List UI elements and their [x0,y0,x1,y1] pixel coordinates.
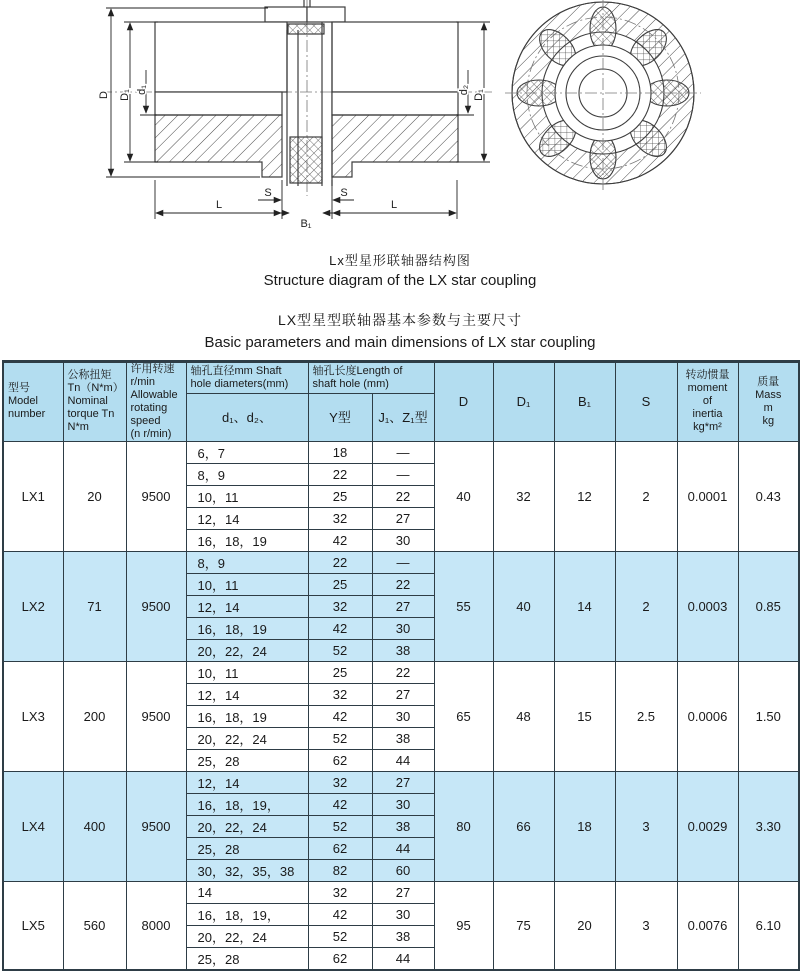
header-model: 型号 Model number [3,362,63,442]
header-shaft-length: 轴孔长度Length of shaft hole (mm) [308,362,434,394]
diameters-cell: 12，14 [186,595,308,617]
header-speed: 许用转速 r/min Allowable rotating speed (n r/min) [126,362,186,442]
header-shaft-diameters: 轴孔直径mm Shaft hole diameters(mm) [186,362,308,394]
model-cell: LX2 [3,551,63,661]
y-length-cell: 82 [308,859,372,881]
inertia-cell: 0.0003 [677,551,738,661]
header-inertia: 转动惯量 moment of inertia kg*m² [677,362,738,442]
dim-label-d2: d₂ [458,84,470,96]
dim-label-D1-right: D₁ [473,89,485,101]
diameters-cell: 25，28 [186,837,308,859]
y-length-cell: 52 [308,639,372,661]
y-length-cell: 32 [308,881,372,903]
y-length-cell: 22 [308,551,372,573]
inertia-cell: 0.0001 [677,441,738,551]
torque-cell: 400 [63,771,126,881]
mass-cell: 0.43 [738,441,799,551]
jz-length-cell: 30 [372,617,434,639]
diameters-cell: 14 [186,881,308,903]
S-cell: 2.5 [615,661,677,771]
model-cell: LX5 [3,881,63,970]
header-B1: B₁ [554,362,615,442]
y-length-cell: 42 [308,903,372,925]
jz-length-cell: 27 [372,595,434,617]
diameters-cell: 20，22，24 [186,925,308,947]
torque-cell: 71 [63,551,126,661]
diameters-cell: 16，18，19， [186,903,308,925]
D-cell: 95 [434,881,493,970]
jz-length-cell: 44 [372,947,434,970]
mass-cell: 6.10 [738,881,799,970]
y-length-cell: 52 [308,925,372,947]
diameters-cell: 20，22，24 [186,815,308,837]
diameters-cell: 12，14 [186,507,308,529]
y-length-cell: 42 [308,705,372,727]
table-header [3,362,799,442]
jz-length-cell: 30 [372,793,434,815]
B1-cell: 15 [554,661,615,771]
D-cell: 65 [434,661,493,771]
diameters-cell: 25，28 [186,749,308,771]
B1-cell: 20 [554,881,615,970]
dim-label-S-right: S [340,187,348,199]
structure-caption-en: Structure diagram of the LX star coupling [263,272,537,289]
y-length-cell: 62 [308,837,372,859]
jz-length-cell: 27 [372,771,434,793]
S-cell: 3 [615,881,677,970]
D1-cell: 32 [493,441,554,551]
jz-length-cell: 60 [372,859,434,881]
jz-length-cell: 30 [372,903,434,925]
diameters-cell: 8，9 [186,463,308,485]
jz-length-cell: 38 [372,925,434,947]
jz-length-cell: 27 [372,881,434,903]
header-d1d2: d₁、d₂、 [186,394,308,441]
model-cell: LX1 [3,441,63,551]
diameters-cell: 25，28 [186,947,308,970]
header-D: D [434,362,493,442]
diameters-cell: 16，18，19， [186,793,308,815]
y-length-cell: 32 [308,595,372,617]
model-cell: LX4 [3,771,63,881]
front-view [505,0,701,190]
header-mass: 质量 Mass m kg [738,362,799,442]
D1-cell: 66 [493,771,554,881]
dim-label-L-left: L [215,199,223,211]
diameters-cell: 16，18，19 [186,617,308,639]
y-length-cell: 62 [308,947,372,970]
D1-cell: 48 [493,661,554,771]
y-length-cell: 32 [308,771,372,793]
speed-cell: 9500 [126,771,186,881]
mass-cell: 0.85 [738,551,799,661]
inertia-cell: 0.0006 [677,661,738,771]
S-cell: 2 [615,441,677,551]
inertia-cell: 0.0029 [677,771,738,881]
structure-diagram [0,0,800,240]
dim-label-d1: d₁ [136,85,148,95]
table-row [3,441,799,463]
diameters-cell: 20，22，24 [186,727,308,749]
y-length-cell: 42 [308,793,372,815]
diameters-cell: 8，9 [186,551,308,573]
y-length-cell: 25 [308,485,372,507]
y-length-cell: 25 [308,573,372,595]
dim-label-D1-left: D₁ [119,89,131,101]
jz-length-cell: 44 [372,837,434,859]
y-length-cell: 52 [308,727,372,749]
S-cell: 2 [615,551,677,661]
diameters-cell: 12，14 [186,771,308,793]
speed-cell: 9500 [126,661,186,771]
header-D1: D₁ [493,362,554,442]
D-cell: 55 [434,551,493,661]
diameters-cell: 20，22，24 [186,639,308,661]
y-length-cell: 62 [308,749,372,771]
jz-length-cell: 27 [372,683,434,705]
inertia-cell: 0.0076 [677,881,738,970]
jz-length-cell: 30 [372,705,434,727]
jz-length-cell: 30 [372,529,434,551]
y-length-cell: 25 [308,661,372,683]
torque-cell: 200 [63,661,126,771]
parameters-table [2,360,800,971]
table-title-zh: LX型星型联轴器基本参数与主要尺寸 [277,312,523,328]
y-length-cell: 52 [308,815,372,837]
table-body [3,441,799,970]
diameters-cell: 16，18，19 [186,529,308,551]
header-jz-type: J₁、Z₁型 [372,394,434,441]
mass-cell: 3.30 [738,771,799,881]
jz-length-cell: 38 [372,727,434,749]
y-length-cell: 42 [308,529,372,551]
dim-label-B1: B₁ [300,218,312,230]
D-cell: 40 [434,441,493,551]
diameters-cell: 6，7 [186,441,308,463]
jz-length-cell: 22 [372,661,434,683]
table-row [3,661,799,683]
jz-length-cell: 38 [372,639,434,661]
B1-cell: 18 [554,771,615,881]
B1-cell: 14 [554,551,615,661]
y-length-cell: 32 [308,683,372,705]
D1-cell: 40 [493,551,554,661]
B1-cell: 12 [554,441,615,551]
dim-label-L-right: L [390,199,398,211]
jz-length-cell: 38 [372,815,434,837]
diameters-cell: 10，11 [186,661,308,683]
structure-caption-zh: Lx型星形联轴器结构图 [329,253,471,268]
diameters-cell: 12，14 [186,683,308,705]
cross-section-view [100,0,495,196]
jz-length-cell: 22 [372,485,434,507]
y-length-cell: 42 [308,617,372,639]
diameters-cell: 10，11 [186,573,308,595]
jz-length-cell: 27 [372,507,434,529]
y-length-cell: 22 [308,463,372,485]
torque-cell: 560 [63,881,126,970]
table-row [3,551,799,573]
jz-length-cell: 22 [372,573,434,595]
header-y-type: Y型 [308,394,372,441]
model-cell: LX3 [3,661,63,771]
diameters-cell: 10，11 [186,485,308,507]
table-row [3,771,799,793]
y-length-cell: 18 [308,441,372,463]
jz-length-cell: — [372,551,434,573]
D1-cell: 75 [493,881,554,970]
diameters-cell: 30，32，35，38 [186,859,308,881]
speed-cell: 9500 [126,551,186,661]
jz-length-cell: 44 [372,749,434,771]
mass-cell: 1.50 [738,661,799,771]
table-title-en: Basic parameters and main dimensions of LX star coupling [204,334,596,351]
header-torque: 公称扭矩 Tn（N*m） Nominal torque Tn N*m [63,362,126,442]
dim-label-S-left: S [264,187,272,199]
speed-cell: 8000 [126,881,186,970]
y-length-cell: 32 [308,507,372,529]
dim-label-D: D [98,91,110,99]
header-S: S [615,362,677,442]
S-cell: 3 [615,771,677,881]
jz-length-cell: — [372,441,434,463]
table-row [3,881,799,903]
torque-cell: 20 [63,441,126,551]
speed-cell: 9500 [126,441,186,551]
diameters-cell: 16，18，19 [186,705,308,727]
D-cell: 80 [434,771,493,881]
jz-length-cell: — [372,463,434,485]
